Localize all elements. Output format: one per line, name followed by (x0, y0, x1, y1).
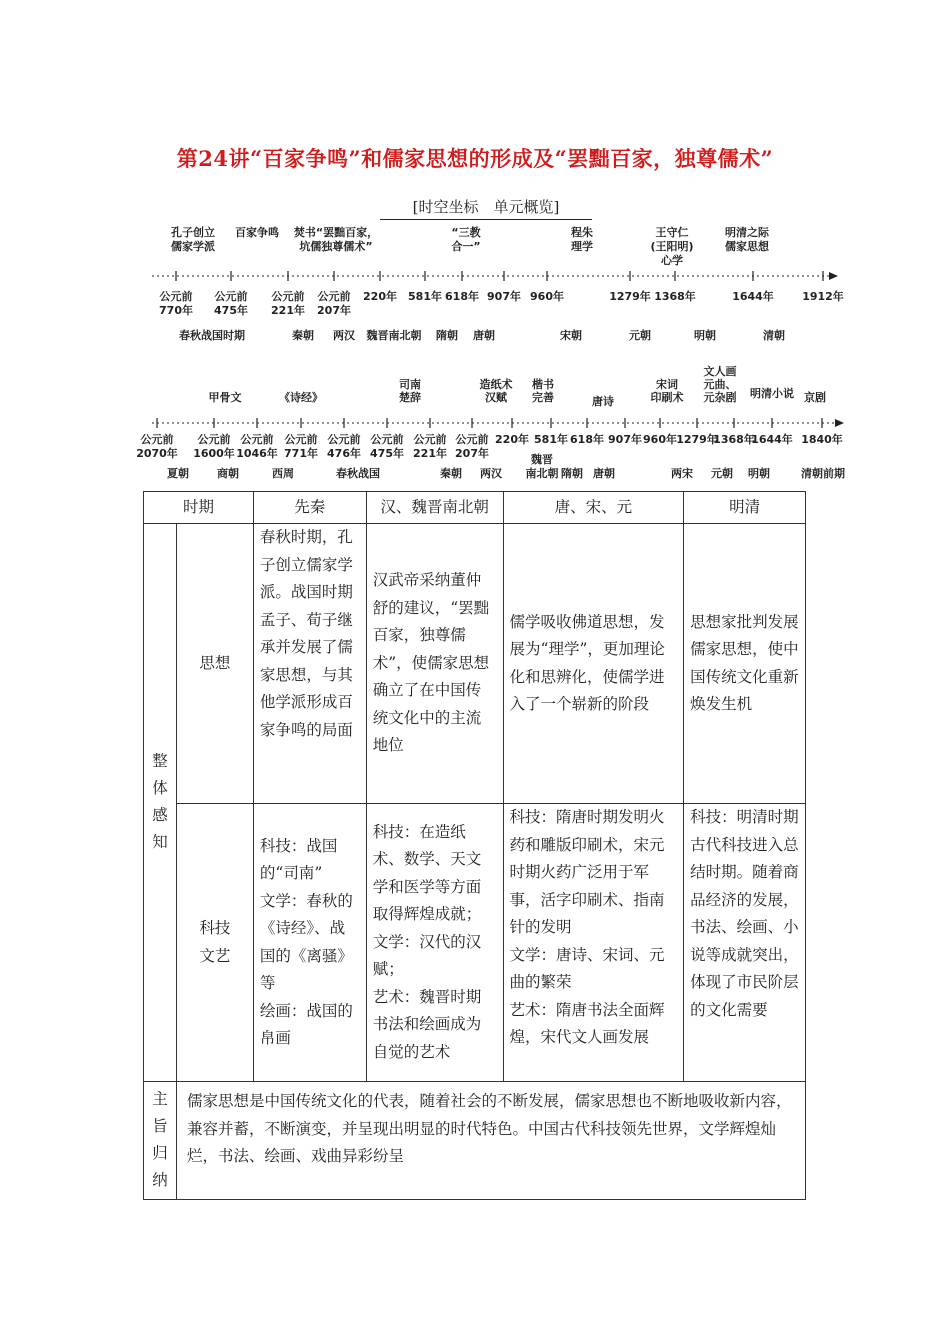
timeline-culture-event: 《诗经》 (279, 391, 323, 404)
cell-thought-tang: 儒学吸收佛道思想，发展为“理学”，更加理论化和思辨化，使儒学进入了一个崭新的阶段 (503, 524, 684, 804)
timeline-thought-period: 清朝 (763, 329, 785, 342)
timeline-thought-period: 宋朝 (560, 329, 582, 342)
table-row-summary (144, 1082, 806, 1200)
timeline-culture-period: 春秋战国 (336, 467, 380, 480)
header-pre-qin: 先秦 (253, 492, 366, 524)
timeline-culture-date: 1644年 (751, 433, 793, 446)
timeline-culture-date: 1600年 (193, 447, 235, 460)
timeline-thought-period: 明朝 (694, 329, 716, 342)
timeline-culture-date: 1279年 (676, 433, 718, 446)
cell-line: 艺术：隋唐书法全面辉煌，宋代文人画发展 (509, 1000, 665, 1046)
timeline-thought-event: 王守仁 (655, 226, 689, 239)
timeline-thought-period: 唐朝 (473, 329, 495, 342)
timeline-thought-date: 公元前 (271, 290, 305, 303)
timeline-culture-event: 京剧 (804, 391, 826, 404)
cell-arts-han (366, 804, 503, 1082)
row-label-science-arts: 科技文艺 (176, 804, 253, 1082)
timeline-culture-date: 476年 (327, 447, 361, 460)
header-period: 时期 (144, 492, 254, 524)
timeline-culture-period: 秦朝 (440, 467, 462, 480)
timeline-thought-date: 1912年 (802, 290, 844, 303)
timeline-culture-period: 两汉 (480, 467, 502, 480)
header-ming-qing: 明清 (684, 492, 806, 524)
timeline-thought-date: 公元前 (159, 290, 193, 303)
timeline-thought-date: 770年 (159, 304, 193, 317)
cell-line: 科技：隋唐时期发明火药和雕版印刷术，宋元时期火药广泛用于军事，活字印刷术、指南针的发明 (509, 808, 665, 936)
timeline-thought-period: 两汉 (333, 329, 355, 342)
timeline-thought-date: 207年 (317, 304, 351, 317)
timeline-thought-event: 程朱 (571, 226, 593, 239)
timeline-culture-period: 南北朝 (525, 467, 559, 480)
timeline-thought-date: 475年 (214, 304, 248, 317)
timeline-thought-period: 元朝 (629, 329, 651, 342)
timeline-culture-date: 公元前 (327, 433, 361, 446)
timeline-thought-date: 1368年 (654, 290, 696, 303)
timeline-culture-date: 771年 (284, 447, 318, 460)
timeline-culture-event: 明清小说 (750, 387, 794, 400)
timeline-culture-period: 魏晋 (531, 453, 553, 466)
timeline-culture-arrow (835, 419, 844, 427)
timeline-culture-event: 汉赋 (485, 391, 507, 404)
timeline-culture-event: 宋词 (656, 378, 678, 391)
timeline-culture-date: 1840年 (801, 433, 843, 446)
timeline-culture-period: 明朝 (748, 467, 770, 480)
timeline-thought-event: 心学 (661, 254, 683, 267)
timeline-culture-date: 475年 (370, 447, 404, 460)
timeline-thought-event: 合一” (451, 240, 481, 253)
timeline-thought-event: 明清之际 (725, 226, 769, 239)
timeline-culture-period: 两宋 (671, 467, 693, 480)
timeline-thought-period: 秦朝 (292, 329, 314, 342)
timeline-culture-date: 1368年 (713, 433, 755, 446)
cell-line: 科技：战国的“司南” (259, 836, 338, 882)
timeline-thought-date: 公元前 (317, 290, 351, 303)
timeline-thought-period: 春秋战国时期 (179, 329, 245, 342)
timeline-culture-date: 公元前 (370, 433, 404, 446)
timeline-culture-period: 西周 (272, 467, 294, 480)
timeline-thought-date: 1279年 (609, 290, 651, 303)
timeline-thought-date: 221年 (271, 304, 305, 317)
timeline-culture-date: 2070年 (136, 447, 178, 460)
cell-line: 科技：明清时期古代科技进入总结时期。随着商品经济的发展，书法、绘画、小说等成就突出，体现了市民阶层的文化需要 (690, 808, 799, 1019)
summary-paragraph: 儒家思想是中国传统文化的代表，随着社会的不断发展，儒家思想也不断地吸收新内容，兼容并蓄，不断演变，并呈现出明显的时代特色。中国古代科技领先世界，文学辉煌灿烂，书法、绘画、戏曲异彩纷呈 (186, 1092, 792, 1165)
timeline-thought-event: 儒家学派 (171, 240, 215, 253)
timeline-thought-event: 儒家思想 (725, 240, 769, 253)
cell-thought-ming: 思想家批判发展儒家思想，使中国传统文化重新焕发生机 (684, 524, 806, 804)
row-label-thought: 思想 (176, 524, 253, 804)
cell-line: 艺术：魏晋时期书法和绘画成为自觉的艺术 (372, 987, 482, 1061)
timeline-culture-event: 唐诗 (592, 395, 614, 408)
timeline-culture-event: 楷书 (532, 378, 554, 391)
timeline-thought-date: 1644年 (732, 290, 774, 303)
table-row-thought (144, 524, 806, 804)
timeline-culture-date: 公元前 (284, 433, 318, 446)
timeline-culture-date: 公元前 (413, 433, 447, 446)
timeline-thought-event: 理学 (571, 240, 593, 253)
summary-label: 主旨归纳 (144, 1082, 177, 1200)
cell-line: 文学：春秋的《诗经》、战国的《离骚》等 (259, 891, 353, 992)
timeline-culture-event: 印刷术 (650, 391, 684, 404)
header-tang-song-yuan: 唐、宋、元 (503, 492, 684, 524)
timeline-thought-date: 618年 (445, 290, 479, 303)
timeline-culture-date: 960年 (643, 433, 677, 446)
overview-table (143, 491, 806, 1200)
timeline-culture-event: 造纸术 (479, 378, 513, 391)
timeline-culture-period: 商朝 (217, 467, 239, 480)
timeline-culture-period: 唐朝 (593, 467, 615, 480)
summary-text (176, 1082, 805, 1200)
cell-arts-tang (503, 804, 684, 1082)
section-subtitle: [时空坐标 单元概览] (380, 196, 592, 220)
timeline-thought-date: 581年 (408, 290, 442, 303)
table-header-row (144, 492, 806, 524)
timeline-culture-date: 907年 (608, 433, 642, 446)
cell-arts-pre-qin (253, 804, 366, 1082)
timeline-culture-event: 文人画 (703, 365, 737, 378)
table-row-science-arts (144, 804, 806, 1082)
timeline-thought-event: “三教 (451, 226, 481, 239)
timeline-thought-event: 百家争鸣 (235, 226, 279, 239)
timeline-culture-date: 207年 (455, 447, 489, 460)
timeline-culture-date: 220年 (495, 433, 529, 446)
cell-thought-pre-qin: 春秋时期，孔子创立儒家学派。战国时期孟子、荀子继承并发展了儒家思想，与其他学派形成百家争鸣的局面 (253, 524, 366, 804)
cell-arts-ming (684, 804, 806, 1082)
timeline-thought-arrow (829, 272, 838, 280)
timeline-thought-date: 960年 (530, 290, 564, 303)
timeline-thought-period: 隋朝 (436, 329, 458, 342)
timeline-thought-event: 孔子创立 (171, 226, 215, 239)
timeline-culture-period: 夏朝 (167, 467, 189, 480)
header-han-wei-jin: 汉、魏晋南北朝 (366, 492, 503, 524)
timeline-culture-date: 公元前 (140, 433, 174, 446)
cell-line: 文学：唐诗、宋词、元曲的繁荣 (509, 945, 665, 991)
cell-line: 科技：在造纸术、数学、天文学和医学等方面取得辉煌成就； (372, 822, 482, 924)
cell-thought-han: 汉武帝采纳董仲舒的建议，“罢黜百家，独尊儒术”，使儒家思想确立了在中国传统文化中的主流地位 (366, 524, 503, 804)
timeline-culture-event: 楚辞 (399, 391, 421, 404)
timeline-culture-period: 清朝前期 (801, 467, 845, 480)
timeline-culture-date: 1046年 (236, 447, 278, 460)
timeline-thought-event: 坑儒独尊儒术” (299, 240, 373, 253)
timeline-culture-date: 公元前 (455, 433, 489, 446)
group-label-overall: 整体感知 (144, 524, 177, 1082)
timeline-culture-period: 隋朝 (561, 467, 583, 480)
timeline-culture-event: 元杂剧 (703, 391, 737, 404)
timeline-thought-period: 魏晋南北朝 (366, 329, 422, 342)
timeline-thought-date: 220年 (363, 290, 397, 303)
timeline-culture-date: 221年 (413, 447, 447, 460)
timeline-thought-event: 焚书“罢黜百家， (293, 226, 379, 239)
timeline-culture-event: 司南 (399, 378, 421, 391)
timeline-thought-date: 907年 (487, 290, 521, 303)
timeline-thought-event: (王阳明) (650, 240, 694, 253)
cell-line: 文学：汉代的汉赋； (372, 932, 482, 979)
timeline-culture-event: 元曲、 (703, 378, 737, 391)
timeline-culture-date: 581年 (534, 433, 568, 446)
cell-line: 绘画：战国的帛画 (259, 1001, 353, 1047)
timeline-thought-date: 公元前 (214, 290, 248, 303)
timeline-culture-event: 完善 (532, 391, 554, 404)
timeline-culture-date: 618年 (570, 433, 604, 446)
timeline-culture-event: 甲骨文 (208, 391, 242, 404)
timeline-culture-period: 元朝 (711, 467, 733, 480)
page-title: 第24讲“百家争鸣”和儒家思想的形成及“罢黜百家，独尊儒术” (176, 146, 774, 171)
timeline-culture-date: 公元前 (240, 433, 274, 446)
timeline-culture-date: 公元前 (197, 433, 231, 446)
